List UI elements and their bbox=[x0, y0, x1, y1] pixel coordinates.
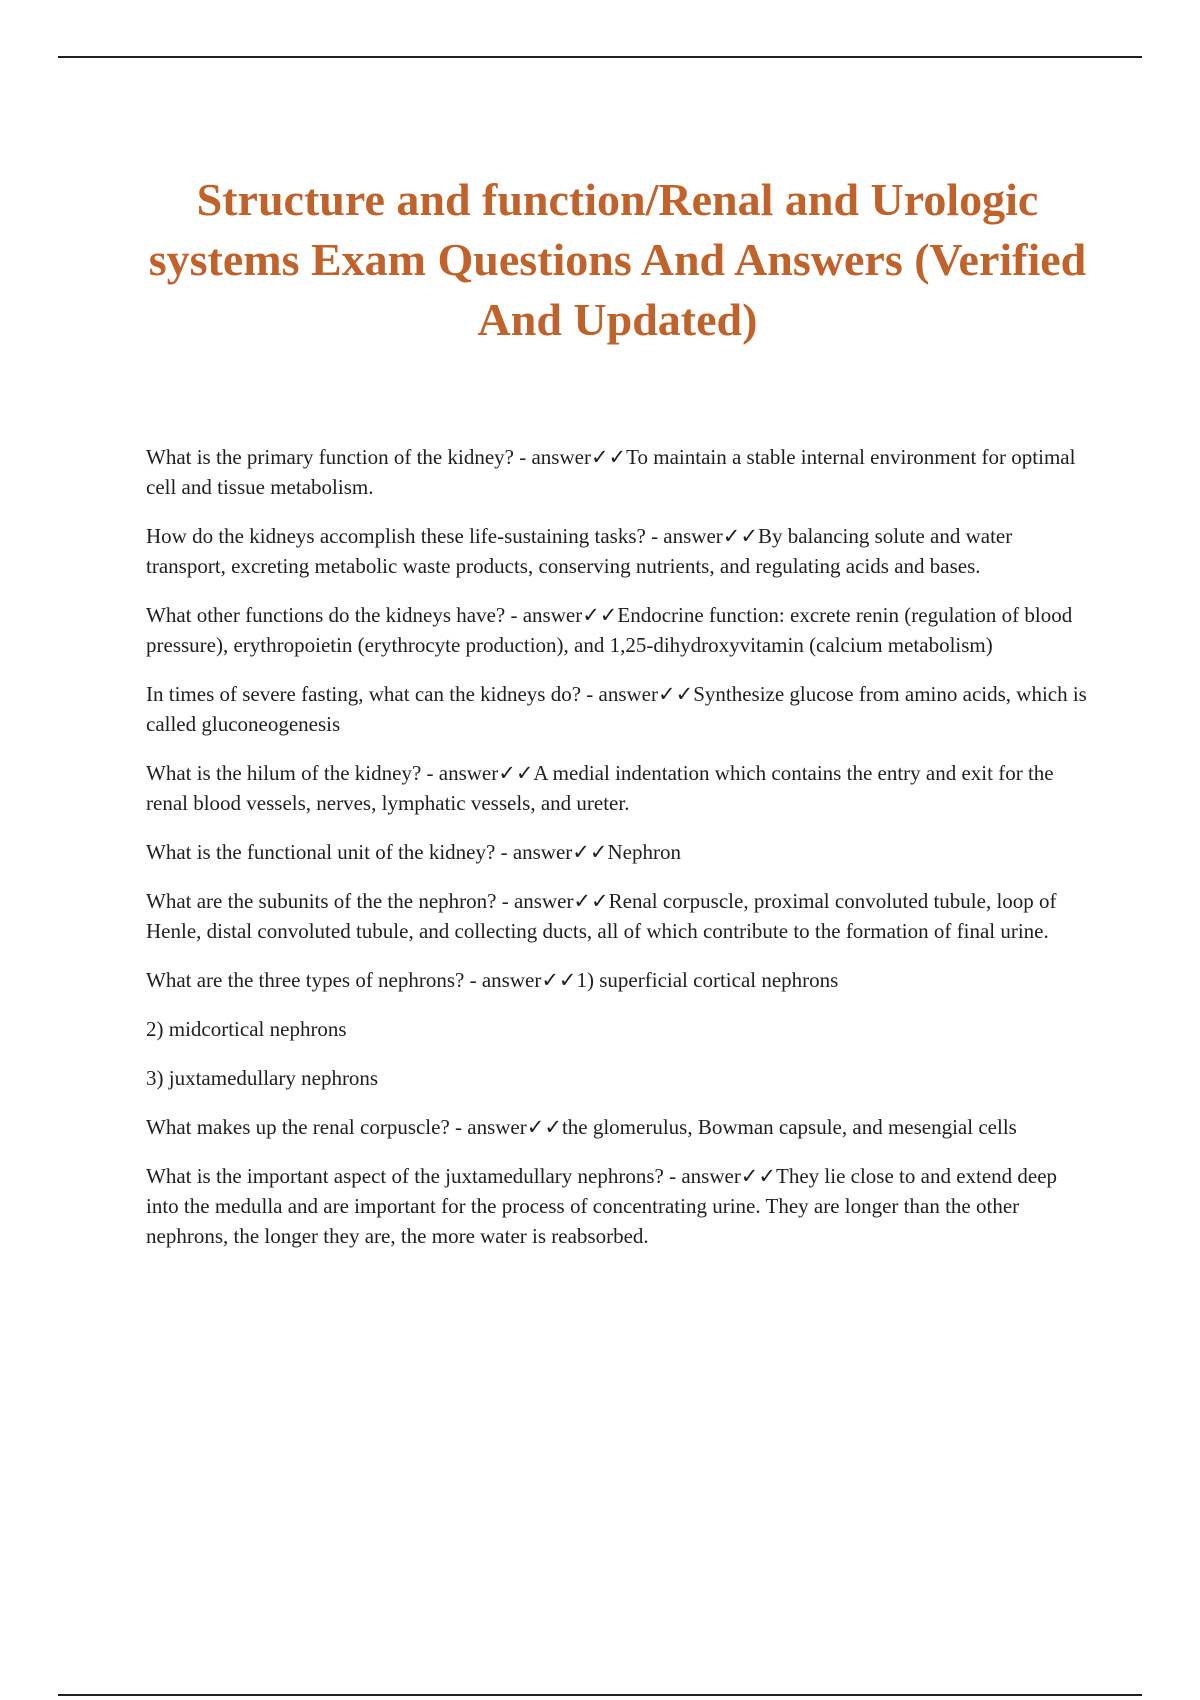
qa-paragraph-12: What is the important aspect of the juxtamedullary nephrons? - answer✓✓They lie close to and extend deep into the medulla and are important for the process of concentrating urine. They are longer than the other nephrons, the longer they are, the more water is reabsorbed. bbox=[146, 1164, 1058, 1248]
top-rule bbox=[58, 56, 1142, 58]
qa-paragraph-8: What are the three types of nephrons? - answer✓✓1) superficial cortical nephrons bbox=[146, 968, 839, 992]
qa-paragraph-4: In times of severe fasting, what can the kidneys do? - answer✓✓Synthesize glucose from amino acids, which is called gluconeogenesis bbox=[146, 682, 1087, 736]
qa-paragraph-2: How do the kidneys accomplish these life-sustaining tasks? - answer✓✓By balancing solute and water transport, excreting metabolic waste products, conserving nutrients, and regulating acids and bases. bbox=[146, 524, 1013, 578]
qa-paragraph-6: What is the functional unit of the kidney? - answer✓✓Nephron bbox=[146, 840, 681, 864]
qa-paragraph-3: What other functions do the kidneys have? - answer✓✓Endocrine function: excrete renin (regulation of blood pressure), erythropoietin (erythrocyte production), and 1,25-dihydroxyvitamin (calcium metabolism) bbox=[146, 603, 1073, 657]
document-title: Structure and function/Renal and Urologic systems Exam Questions And Answers (Verified And Updated) bbox=[148, 174, 1087, 345]
qa-paragraph-1: What is the primary function of the kidney? - answer✓✓To maintain a stable internal environment for optimal cell and tissue metabolism. bbox=[146, 445, 1076, 499]
bottom-rule bbox=[58, 1694, 1142, 1696]
qa-paragraph-7: What are the subunits of the the nephron? - answer✓✓Renal corpuscle, proximal convoluted tubule, loop of Henle, distal convoluted tubule, and collecting ducts, all of which contribute to the formation of final urine. bbox=[146, 889, 1057, 943]
qa-paragraph-11: What makes up the renal corpuscle? - answer✓✓the glomerulus, Bowman capsule, and mesengial cells bbox=[146, 1115, 1017, 1139]
qa-paragraph-9: 2) midcortical nephrons bbox=[146, 1017, 347, 1041]
qa-paragraph-10: 3) juxtamedullary nephrons bbox=[146, 1066, 379, 1090]
qa-list bbox=[146, 442, 1091, 1270]
qa-paragraph-5: What is the hilum of the kidney? - answer✓✓A medial indentation which contains the entry and exit for the renal blood vessels, nerves, lymphatic vessels, and ureter. bbox=[146, 761, 1054, 815]
